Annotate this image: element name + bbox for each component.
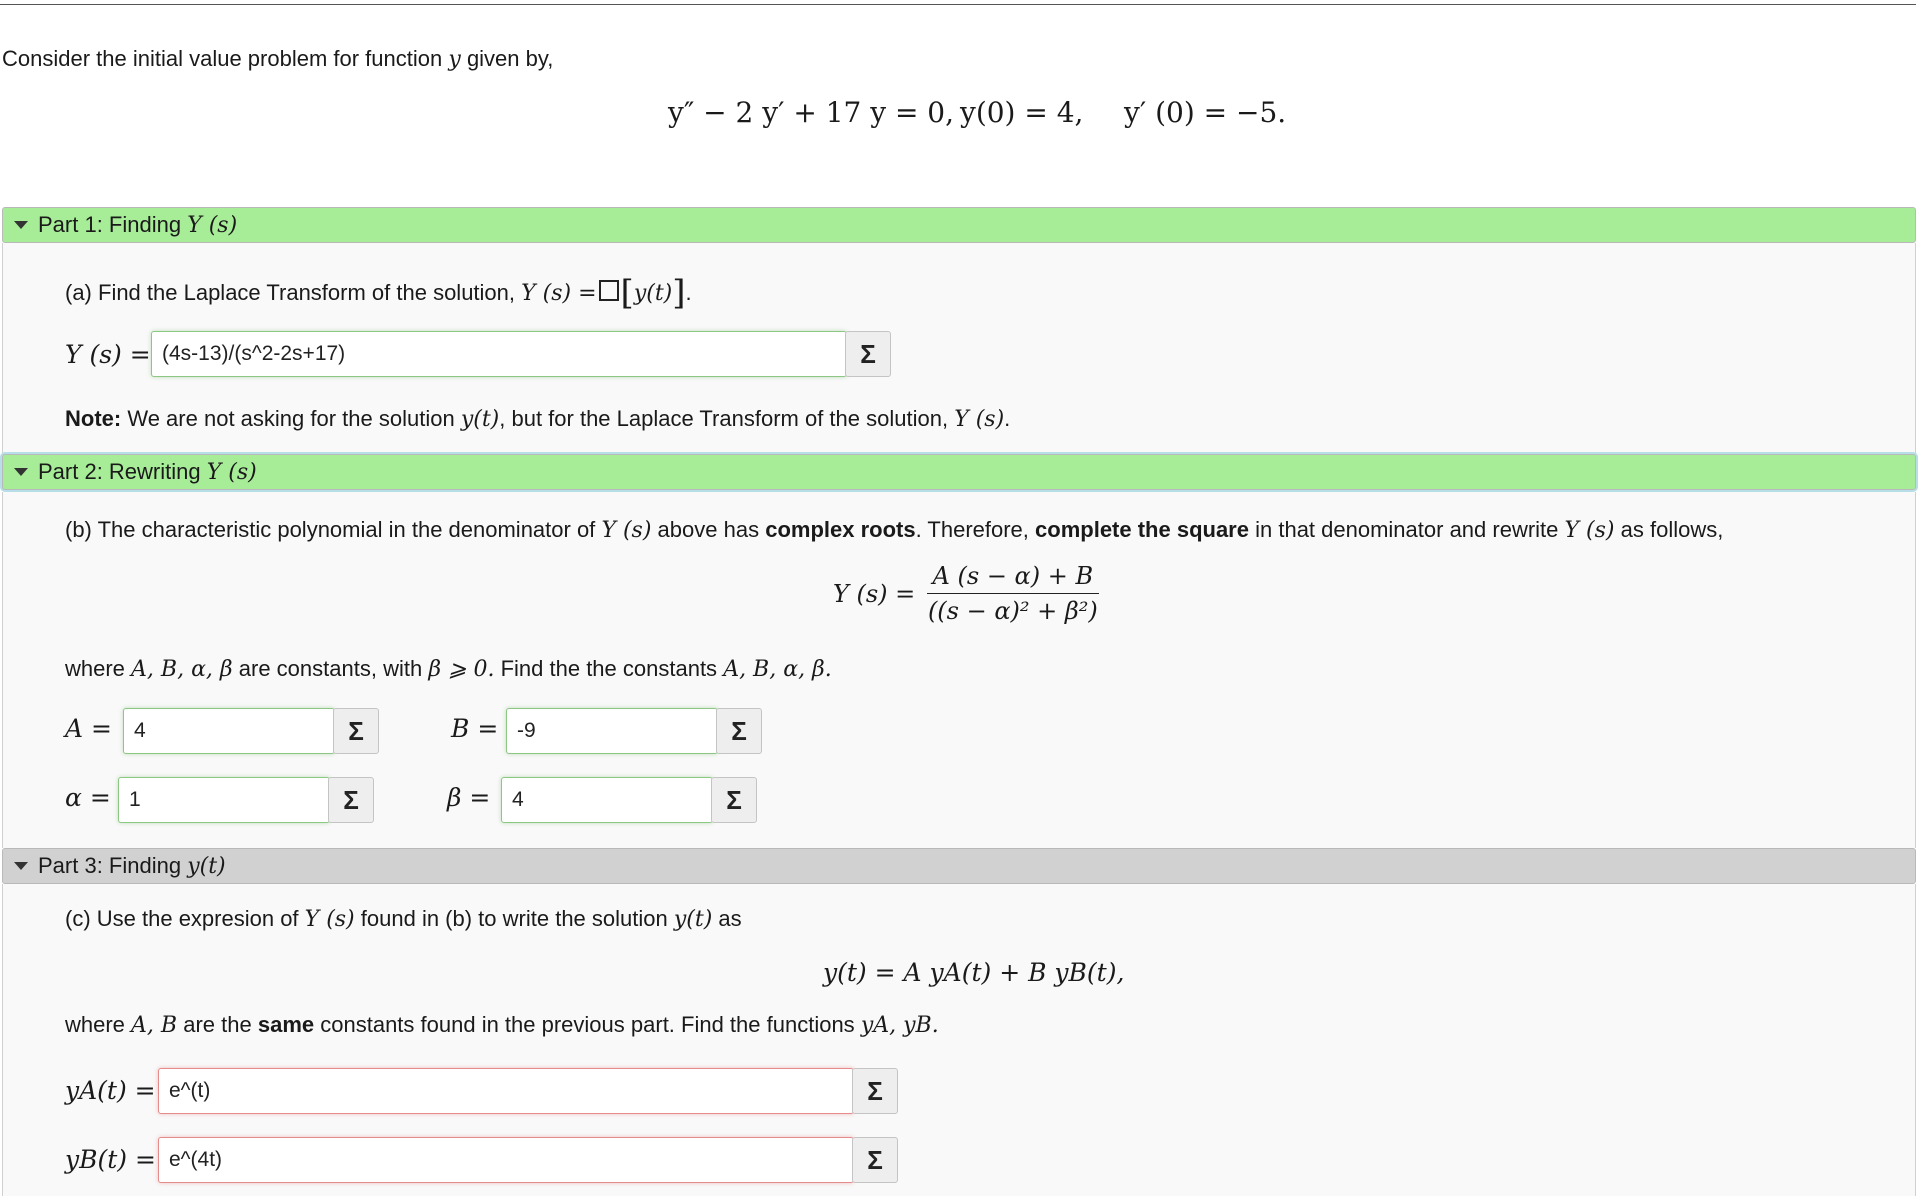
equation-editor-button[interactable]: Σ xyxy=(711,777,757,823)
equation-editor-button[interactable]: Σ xyxy=(852,1068,898,1114)
yA-label: yA(t) = xyxy=(65,1076,156,1105)
intro-text: Consider the initial value problem for function y given by, xyxy=(2,46,554,72)
part2-formula: Y (s) = $\frac{A (s - \alpha) + B}{\text{((s − α)² + β²)}}$ xyxy=(833,562,1098,625)
A-input[interactable] xyxy=(123,708,335,754)
part3-formula: y(t) = A yA(t) + B yB(t), xyxy=(823,958,1125,987)
part2-question: (b) The characteristic polynomial in the denominator of Y (s) above has complex roots. Therefore, complete the square in that denominator and rewrite Y (s) as follows, xyxy=(65,517,1724,543)
ivp-ode: y″ − 2 y′ + 17 y = 0, xyxy=(668,96,955,129)
collapse-triangle-icon xyxy=(14,862,28,870)
equation-editor-button[interactable]: Σ xyxy=(852,1137,898,1183)
ivp-initial-condition-1: y(0) = 4, xyxy=(960,96,1084,129)
y-s-label: Y (s) = xyxy=(65,340,151,369)
laplace-symbol-icon xyxy=(599,280,619,301)
B-label: B = xyxy=(451,714,499,743)
collapse-triangle-icon xyxy=(14,221,28,229)
part1-note: Note: We are not asking for the solution y(t), but for the Laplace Transform of the solution, Y (s). xyxy=(65,406,1011,432)
equation-editor-button[interactable]: Σ xyxy=(333,708,379,754)
part3-question: (c) Use the expresion of Y (s) found in (b) to write the solution y(t) as xyxy=(65,906,742,932)
equation-editor-button[interactable]: Σ xyxy=(716,708,762,754)
yB-input[interactable] xyxy=(158,1137,854,1183)
part2-where: where A, B, α, β are constants, with β ⩾ 0. Find the the constants A, B, α, β. xyxy=(65,656,832,682)
y-s-input[interactable] xyxy=(151,331,847,377)
equation-editor-button[interactable]: Σ xyxy=(845,331,891,377)
ivp-initial-condition-2: y′ (0) = −5. xyxy=(1124,96,1287,129)
yA-input[interactable] xyxy=(158,1068,854,1114)
yB-label: yB(t) = xyxy=(65,1145,156,1174)
part2-header[interactable]: Part 2: Rewriting Y (s) xyxy=(2,454,1916,490)
part1-header[interactable]: Part 1: Finding Y (s) xyxy=(2,207,1916,243)
alpha-input[interactable] xyxy=(118,777,330,823)
part3-where: where A, B are the same constants found in the previous part. Find the functions yA, yB. xyxy=(65,1012,939,1038)
part1-question: (a) Find the Laplace Transform of the solution, Y (s) = [y(t)]. xyxy=(65,273,692,313)
beta-label: β = xyxy=(447,783,491,812)
part3-body xyxy=(2,884,1916,1196)
B-input[interactable] xyxy=(506,708,718,754)
A-label: A = xyxy=(65,714,112,743)
top-divider xyxy=(0,4,1916,5)
collapse-triangle-icon xyxy=(14,468,28,476)
part1-body xyxy=(2,243,1916,454)
part3-header[interactable]: Part 3: Finding y(t) xyxy=(2,848,1916,884)
beta-input[interactable] xyxy=(501,777,713,823)
alpha-label: α = xyxy=(65,783,111,812)
equation-editor-button[interactable]: Σ xyxy=(328,777,374,823)
part2-body xyxy=(2,492,1916,848)
